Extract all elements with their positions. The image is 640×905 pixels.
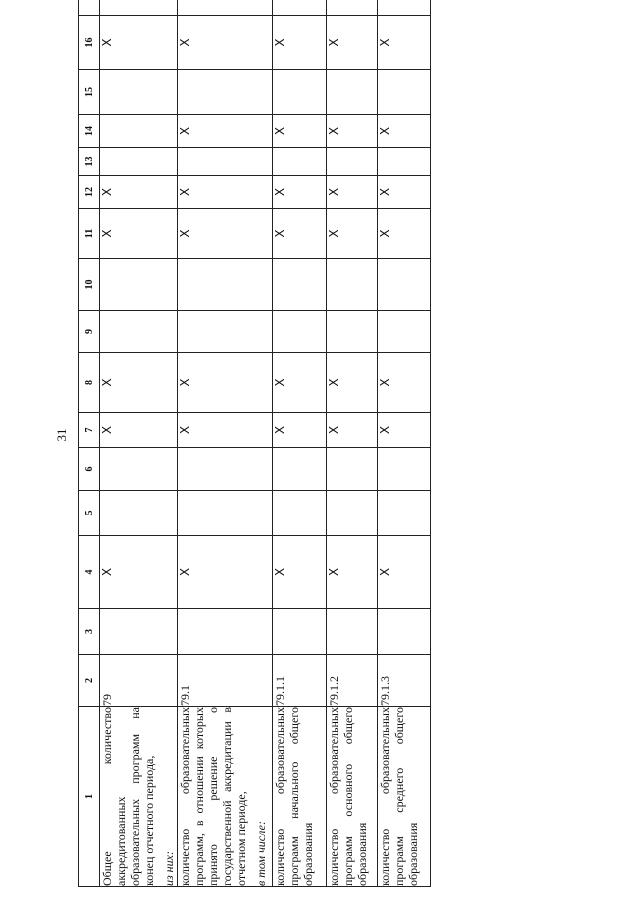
column-number-13: 13 [79, 148, 100, 176]
cell-col-8: X [177, 353, 272, 413]
cell-col-10 [378, 259, 431, 311]
cell-col-13 [177, 148, 272, 176]
cell-col-8: X [326, 353, 378, 413]
cell-col-17 [273, 0, 327, 16]
cell-col-3 [177, 609, 272, 655]
cell-col-13 [326, 148, 378, 176]
cell-col-17 [378, 0, 431, 16]
cell-col-11: X [378, 209, 431, 259]
cell-col-10 [273, 259, 327, 311]
table-row [273, 0, 327, 887]
cell-col-9 [100, 311, 178, 353]
cell-col-3 [273, 609, 327, 655]
column-number-8: 8 [79, 353, 100, 413]
cell-col-12: X [326, 176, 378, 209]
cell-col-13 [378, 148, 431, 176]
row-subnote: из них: [162, 851, 176, 886]
cell-col-10 [326, 259, 378, 311]
row-label: количество образовательных программ основного общего образования [326, 707, 369, 886]
column-number-3: 3 [79, 609, 100, 655]
cell-col-11: X [326, 209, 378, 259]
report-table [78, 0, 431, 887]
cell-col-11: X [273, 209, 327, 259]
cell-col-6 [326, 448, 378, 491]
row-code: 79 [100, 655, 178, 707]
cell-col-14: X [378, 115, 431, 148]
cell-col-14: X [273, 115, 327, 148]
cell-col-5 [100, 491, 178, 536]
table-row [378, 0, 431, 887]
cell-col-4: X [273, 536, 327, 609]
cell-col-15 [177, 70, 272, 115]
cell-col-4: X [378, 536, 431, 609]
cell-col-12: X [273, 176, 327, 209]
cell-col-5 [177, 491, 272, 536]
page-number: 31 [54, 428, 69, 442]
row-code: 79.1.1 [273, 655, 327, 707]
table-row [100, 0, 178, 887]
cell-col-9 [378, 311, 431, 353]
cell-col-13 [273, 148, 327, 176]
cell-col-11: X [100, 209, 178, 259]
cell-col-16: X [100, 16, 178, 70]
column-number-5: 5 [79, 491, 100, 536]
cell-col-6 [273, 448, 327, 491]
cell-col-11: X [177, 209, 272, 259]
table-body [100, 0, 431, 887]
cell-col-12: X [177, 176, 272, 209]
cell-col-12: X [378, 176, 431, 209]
row-label-cell [177, 707, 272, 887]
column-number-14: 14 [79, 115, 100, 148]
cell-col-16: X [326, 16, 378, 70]
cell-col-4: X [326, 536, 378, 609]
cell-col-5 [378, 491, 431, 536]
cell-col-4: X [100, 536, 178, 609]
cell-col-6 [177, 448, 272, 491]
cell-col-17 [100, 0, 178, 16]
row-label-cell [378, 707, 431, 887]
cell-col-4: X [177, 536, 272, 609]
cell-col-16: X [378, 16, 431, 70]
cell-col-7: X [273, 413, 327, 448]
cell-col-16: X [177, 16, 272, 70]
cell-col-5 [273, 491, 327, 536]
cell-col-8: X [378, 353, 431, 413]
cell-col-9 [326, 311, 378, 353]
column-number-10: 10 [79, 259, 100, 311]
report-table-container [78, 7, 431, 887]
row-subnote: в том числе: [253, 821, 268, 886]
column-number-17 [79, 0, 100, 16]
column-number-16: 16 [79, 16, 100, 70]
cell-col-15 [100, 70, 178, 115]
column-number-1: 1 [79, 707, 100, 887]
cell-col-9 [273, 311, 327, 353]
row-code: 79.1.3 [378, 655, 431, 707]
row-label: Общее количество аккредитованных образовательных программ на конец отчетного периода, [100, 707, 156, 886]
cell-col-15 [326, 70, 378, 115]
column-number-2: 2 [79, 655, 100, 707]
cell-col-12: X [100, 176, 178, 209]
column-number-7: 7 [79, 413, 100, 448]
column-number-11: 11 [79, 209, 100, 259]
column-number-4: 4 [79, 536, 100, 609]
table-row [177, 0, 272, 887]
cell-col-15 [378, 70, 431, 115]
cell-col-7: X [378, 413, 431, 448]
cell-col-8: X [100, 353, 178, 413]
column-number-6: 6 [79, 448, 100, 491]
row-label: количество образовательных программ, в отношении которых принято решение о государственной аккредитации в отчетном периоде, [177, 707, 248, 886]
cell-col-8: X [273, 353, 327, 413]
cell-col-16: X [273, 16, 327, 70]
cell-col-7: X [177, 413, 272, 448]
cell-col-6 [100, 448, 178, 491]
cell-col-13 [100, 148, 178, 176]
cell-col-17 [326, 0, 378, 16]
cell-col-5 [326, 491, 378, 536]
cell-col-7: X [100, 413, 178, 448]
table-row [326, 0, 378, 887]
row-code: 79.1.2 [326, 655, 378, 707]
cell-col-6 [378, 448, 431, 491]
cell-col-17 [177, 0, 272, 16]
cell-col-9 [177, 311, 272, 353]
cell-col-3 [100, 609, 178, 655]
row-label: количество образовательных программ начального общего образования [273, 707, 316, 886]
column-number-row [79, 0, 100, 887]
cell-col-14: X [326, 115, 378, 148]
column-number-9: 9 [79, 311, 100, 353]
column-number-15: 15 [79, 70, 100, 115]
cell-col-10 [100, 259, 178, 311]
cell-col-15 [273, 70, 327, 115]
cell-col-14: X [177, 115, 272, 148]
row-label: количество образовательных программ среднего общего образования [378, 707, 421, 886]
row-label-cell [273, 707, 327, 887]
row-code: 79.1 [177, 655, 272, 707]
cell-col-7: X [326, 413, 378, 448]
cell-col-10 [177, 259, 272, 311]
cell-col-3 [378, 609, 431, 655]
cell-col-14 [100, 115, 178, 148]
row-label-cell [100, 707, 178, 887]
cell-col-3 [326, 609, 378, 655]
column-number-12: 12 [79, 176, 100, 209]
row-label-cell [326, 707, 378, 887]
